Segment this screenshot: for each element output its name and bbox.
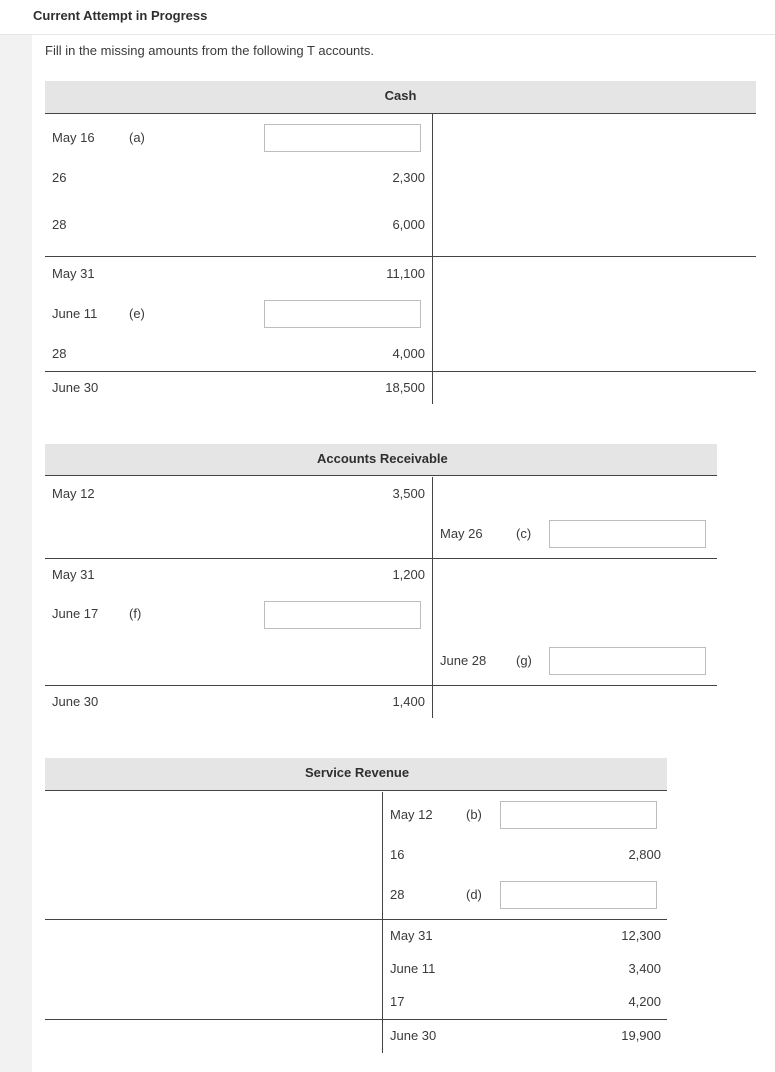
cash-row-amount: 11,100 xyxy=(386,266,425,281)
sr-d-input[interactable] xyxy=(500,881,657,909)
sr-b-input[interactable] xyxy=(500,801,657,829)
cash-e-input[interactable] xyxy=(264,300,421,328)
cash-row-date: June 30 xyxy=(52,380,99,395)
ar-credit-label: (g) xyxy=(516,653,532,668)
cash-row-amount: 6,000 xyxy=(392,217,425,232)
cash-account-title: Cash xyxy=(45,81,756,114)
sr-credit-amount: 2,800 xyxy=(628,847,661,862)
ar-debit-date: June 17 xyxy=(52,606,99,621)
instructions-text: Fill in the missing amounts from the following T accounts. xyxy=(45,43,374,58)
cash-subtotal-rule xyxy=(45,256,756,257)
sr-credit-date: 17 xyxy=(390,994,405,1009)
sr-credit-date: June 30 xyxy=(390,1028,437,1043)
ar-t-divider xyxy=(432,477,433,718)
attempt-status-title: Current Attempt in Progress xyxy=(33,8,208,23)
ar-credit-date: May 26 xyxy=(440,526,483,541)
sr-credit-date: June 11 xyxy=(390,961,436,976)
ar-total-rule xyxy=(45,685,717,686)
cash-row-date: May 31 xyxy=(52,266,95,281)
ar-f-input[interactable] xyxy=(264,601,421,629)
ar-debit-amount: 3,500 xyxy=(392,486,425,501)
sr-credit-amount: 3,400 xyxy=(628,961,661,976)
ar-c-input[interactable] xyxy=(549,520,706,548)
cash-t-divider xyxy=(432,114,433,404)
ar-g-input[interactable] xyxy=(549,647,706,675)
sr-credit-amount: 19,900 xyxy=(621,1028,661,1043)
cash-row-date: 26 xyxy=(52,170,67,185)
ar-debit-label: (f) xyxy=(129,606,142,621)
sr-credit-amount: 12,300 xyxy=(621,928,661,943)
cash-a-input[interactable] xyxy=(264,124,421,152)
ar-debit-amount: 1,200 xyxy=(392,567,425,582)
sr-credit-label: (b) xyxy=(466,807,482,822)
sr-total-rule xyxy=(45,1019,667,1020)
ar-debit-amount: 1,400 xyxy=(392,694,425,709)
left-gutter xyxy=(0,35,32,1072)
attempt-header xyxy=(0,0,775,35)
sr-credit-date: 28 xyxy=(390,887,405,902)
sr-credit-date: 16 xyxy=(390,847,405,862)
sr-t-divider xyxy=(382,792,383,1053)
cash-row-date: June 11 xyxy=(52,306,98,321)
sr-credit-date: May 31 xyxy=(390,928,433,943)
sr-subtotal-rule xyxy=(45,919,667,920)
ar-debit-date: May 31 xyxy=(52,567,95,582)
sr-credit-amount: 4,200 xyxy=(628,994,661,1009)
cash-row-label: (e) xyxy=(129,306,145,321)
cash-row-date: May 16 xyxy=(52,130,95,145)
cash-row-date: 28 xyxy=(52,217,67,232)
cash-row-date: 28 xyxy=(52,346,67,361)
cash-row-amount: 4,000 xyxy=(392,346,425,361)
ar-credit-date: June 28 xyxy=(440,653,487,668)
cash-row-label: (a) xyxy=(129,130,145,145)
ar-account-title: Accounts Receivable xyxy=(45,444,717,476)
sr-credit-date: May 12 xyxy=(390,807,433,822)
ar-subtotal-rule xyxy=(45,558,717,559)
ar-debit-date: May 12 xyxy=(52,486,95,501)
ar-debit-date: June 30 xyxy=(52,694,99,709)
cash-row-amount: 2,300 xyxy=(392,170,425,185)
sr-account-title: Service Revenue xyxy=(45,758,667,791)
ar-credit-label: (c) xyxy=(516,526,532,541)
cash-row-amount: 18,500 xyxy=(385,380,425,395)
sr-credit-label: (d) xyxy=(466,887,482,902)
cash-total-rule xyxy=(45,371,756,372)
